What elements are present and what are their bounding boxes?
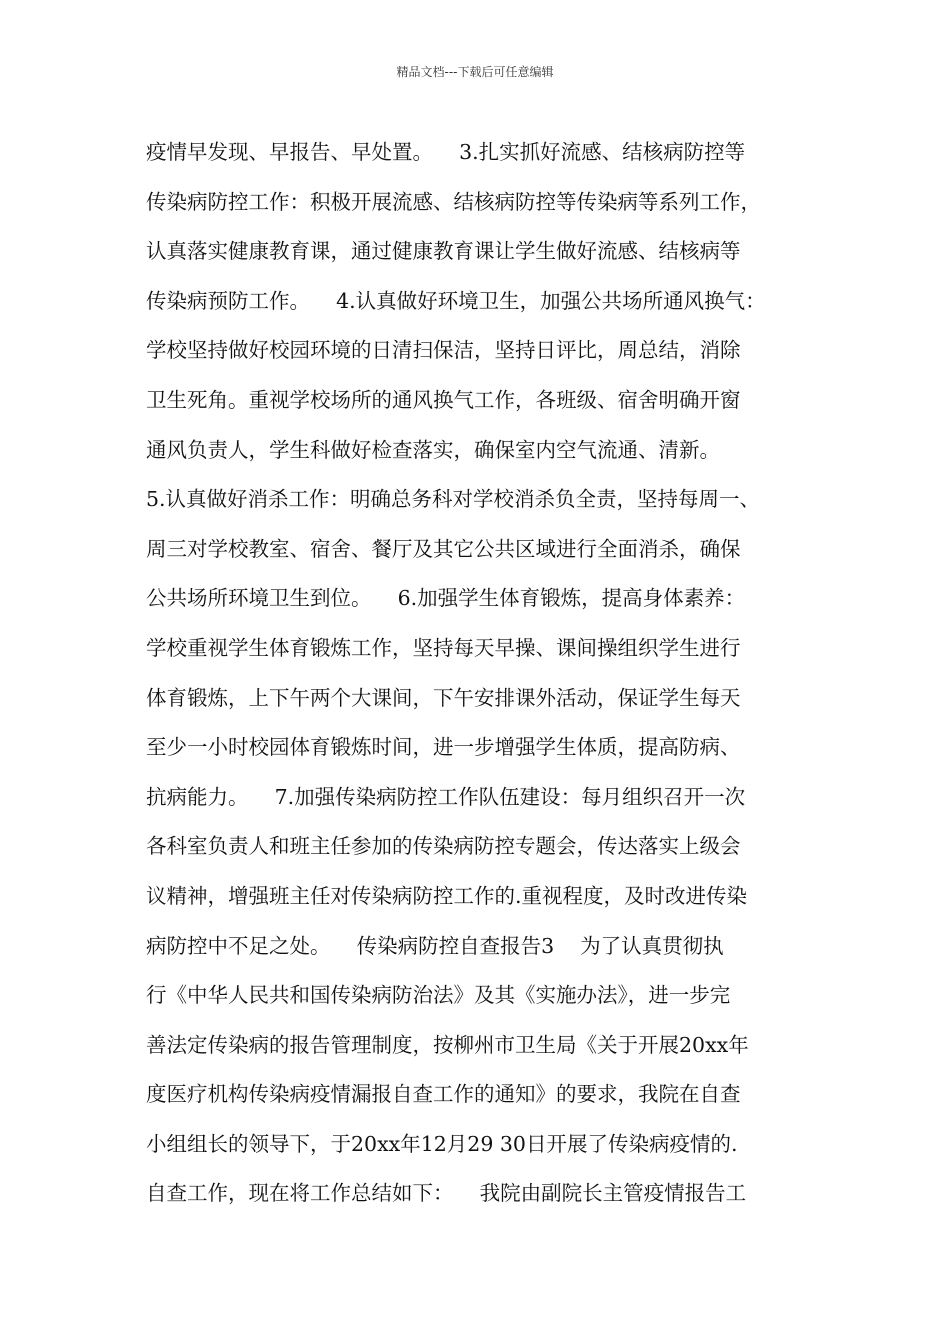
text-line: 传染病防控工作：积极开展流感、结核病防控等传染病等系列工作， xyxy=(146,189,761,214)
text-line: 学校重视学生体育锻炼工作，坚持每天早操、课间操组织学生进行 xyxy=(146,635,741,660)
text-line: 公共场所环境卫生到位。 6.加强学生体育锻炼，提高身体素养： xyxy=(146,586,746,611)
text-line: 自查工作，现在将工作总结如下： 我院由副院长主管疫情报告工 xyxy=(146,1181,747,1206)
text-line: 善法定传染病的报告管理制度，按柳州市卫生局《关于开展20xx年 xyxy=(146,1032,749,1057)
text-line: 行《中华人民共和国传染病防治法》及其《实施办法》，进一步完 xyxy=(146,983,731,1008)
text-line: 通风负责人，学生科做好检查落实，确保室内空气流通、清新。 xyxy=(146,437,720,462)
text-line: 至少一小时校园体育锻炼时间，进一步增强学生体质，提高防病、 xyxy=(146,735,741,760)
text-line: 传染病预防工作。 4.认真做好环境卫生，加强公共场所通风换气： xyxy=(146,288,766,313)
text-line: 议精神，增强班主任对传染病防控工作的.重视程度，及时改进传染 xyxy=(146,883,748,908)
text-line: 病防控中不足之处。 传染病防控自查报告3 为了认真贯彻执 xyxy=(146,933,724,958)
document-body xyxy=(146,128,836,1219)
text-line: 学校坚持做好校园环境的日清扫保洁，坚持日评比，周总结，消除 xyxy=(146,338,741,363)
text-line: 疫情早发现、早报告、早处置。 3.扎实抓好流感、结核病防控等 xyxy=(146,140,746,164)
text-line: 度医疗机构传染病疫情漏报自查工作的通知》的要求，我院在自查 xyxy=(146,1082,741,1107)
text-line: 5.认真做好消杀工作：明确总务科对学校消杀负全责，坚持每周一、 xyxy=(146,487,761,512)
text-line: 周三对学校教室、宿舍、餐厅及其它公共区域进行全面消杀，确保 xyxy=(146,536,741,561)
text-line: 体育锻炼，上下午两个大课间，下午安排课外活动，保证学生每天 xyxy=(146,685,741,710)
text-line: 小组组长的领导下，于20xx年12月29 30日开展了传染病疫情的. xyxy=(146,1131,738,1156)
text-line: 各科室负责人和班主任参加的传染病防控专题会，传达落实上级会 xyxy=(146,834,741,859)
text-line: 抗病能力。 7.加强传染病防控工作队伍建设：每月组织召开一次 xyxy=(146,784,746,809)
text-line: 卫生死角。重视学校场所的通风换气工作，各班级、宿舍明确开窗 xyxy=(146,387,741,412)
page-header: 精品文档---下载后可任意编辑 xyxy=(396,65,554,79)
text-line: 认真落实健康教育课，通过健康教育课让学生做好流感、结核病等 xyxy=(146,239,741,264)
